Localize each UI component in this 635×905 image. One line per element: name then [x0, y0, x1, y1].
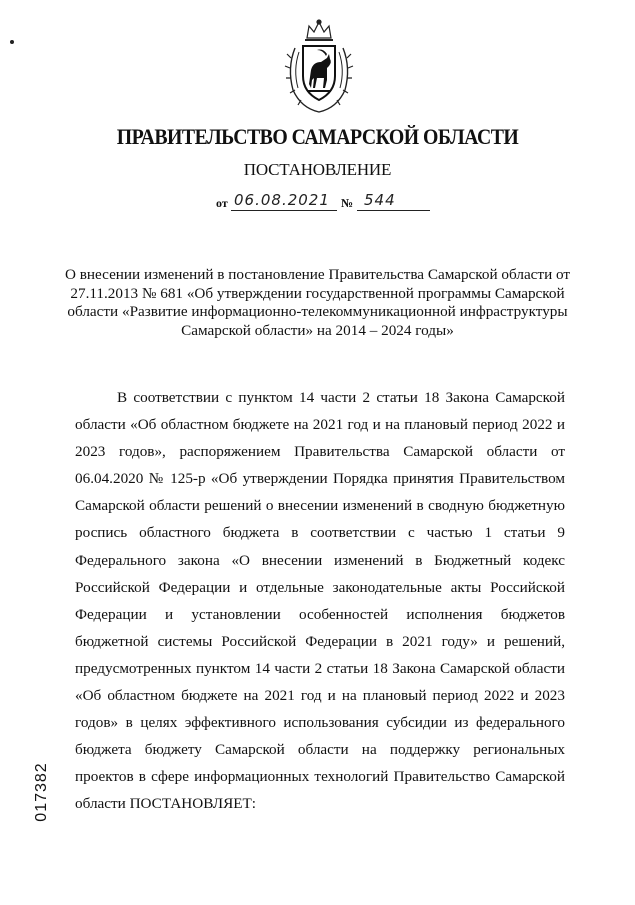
document-number: 544: [364, 191, 396, 209]
document-date: 06.08.2021: [234, 191, 330, 209]
number-underline: [357, 210, 430, 211]
document-type: ПОСТАНОВЛЕНИЕ: [243, 160, 392, 179]
margin-mark-icon: [9, 39, 15, 45]
document-subject: О внесении изменений в постановление Правительства Самарской области от 27.11.2013 № 681 «Об утверждении государственной программы Самарской области «Развитие информационно-телекоммуникационной инфраструктуры Самарской области» на 2014 – 2024 годы»: [64, 266, 571, 339]
date-underline: [231, 210, 337, 211]
serial-number-stamp: [30, 756, 54, 834]
organization-title: ПРАВИТЕЛЬСТВО САМАРСКОЙ ОБЛАСТИ: [116, 124, 519, 149]
number-prefix: №: [341, 196, 354, 210]
registration-line: [214, 191, 434, 215]
date-prefix: от: [216, 196, 228, 210]
coat-of-arms-icon: [283, 18, 355, 114]
document-body: В соответствии с пунктом 14 части 2 статьи 18 Закона Самарской области «Об областном бюджете на 2021 год и на плановый период 2022 и 2023 годов», распоряжением Правительства Самарской области от 06.04.2020 № 125-р «Об утверждении Порядка принятия Правительством Самарской области решений о внесении изменений в сводную бюджетную роспись областного бюджета в соответствии с частью 1 статьи 9 Федерального закона «О внесении изменений в Бюджетный кодекс Российской Федерации и отдельные законодательные акты Российской Федерации и установлении особенностей исполнения бюджетов бюджетной системы Российской Федерации в 2021 году» и решений, предусмотренных пунктом 14 части 2 статьи 18 Закона Самарской области «Об областном бюджете на 2021 год и на плановый период 2022 и 2023 годов» в целях эффективного использования субсидии из федерального бюджета бюджету Самарской области на поддержку региональных проектов в сфере информационных технологий Правительство Самарской области ПОСТАНОВЛЯЕТ:: [75, 389, 565, 813]
serial-number: 017382: [33, 762, 50, 822]
